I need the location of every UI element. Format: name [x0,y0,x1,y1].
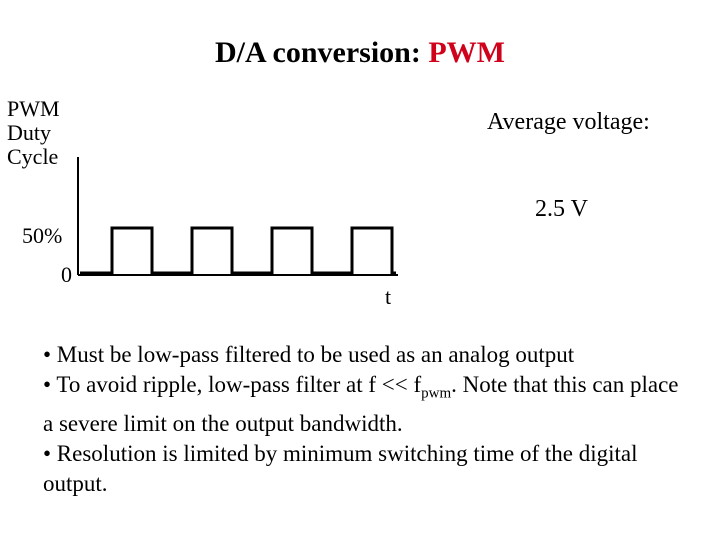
bullet-item-1: • Must be low-pass filtered to be used as an analog output [43,342,575,367]
y-axis-label-line-2: Duty [7,120,51,145]
bullet-list [43,340,683,499]
average-voltage-value: 2.5 V [535,196,588,222]
x-axis-label: t [385,284,392,309]
title-prefix: D/A conversion: [215,36,429,69]
average-voltage-label: Average voltage: [487,109,650,135]
title-accent: PWM [428,36,505,69]
y-tick-high: 50% [22,223,63,248]
y-axis-label-line-1: PWM [7,96,60,121]
bullet-item-3: • Resolution is limited by minimum switching time of the digital output. [43,440,638,496]
y-axis-label-line-3: Cycle [7,144,59,169]
pwm-waveform [80,228,396,273]
bullet-2-post: . Note that this can place a severe limit on the output bandwidth. [43,372,679,436]
bullet-2-subscript: pwm [421,385,452,402]
bullet-item-2 [43,370,683,439]
y-tick-low: 0 [61,262,72,287]
bullet-2-pre: • To avoid ripple, low-pass filter at f << f [43,372,422,397]
